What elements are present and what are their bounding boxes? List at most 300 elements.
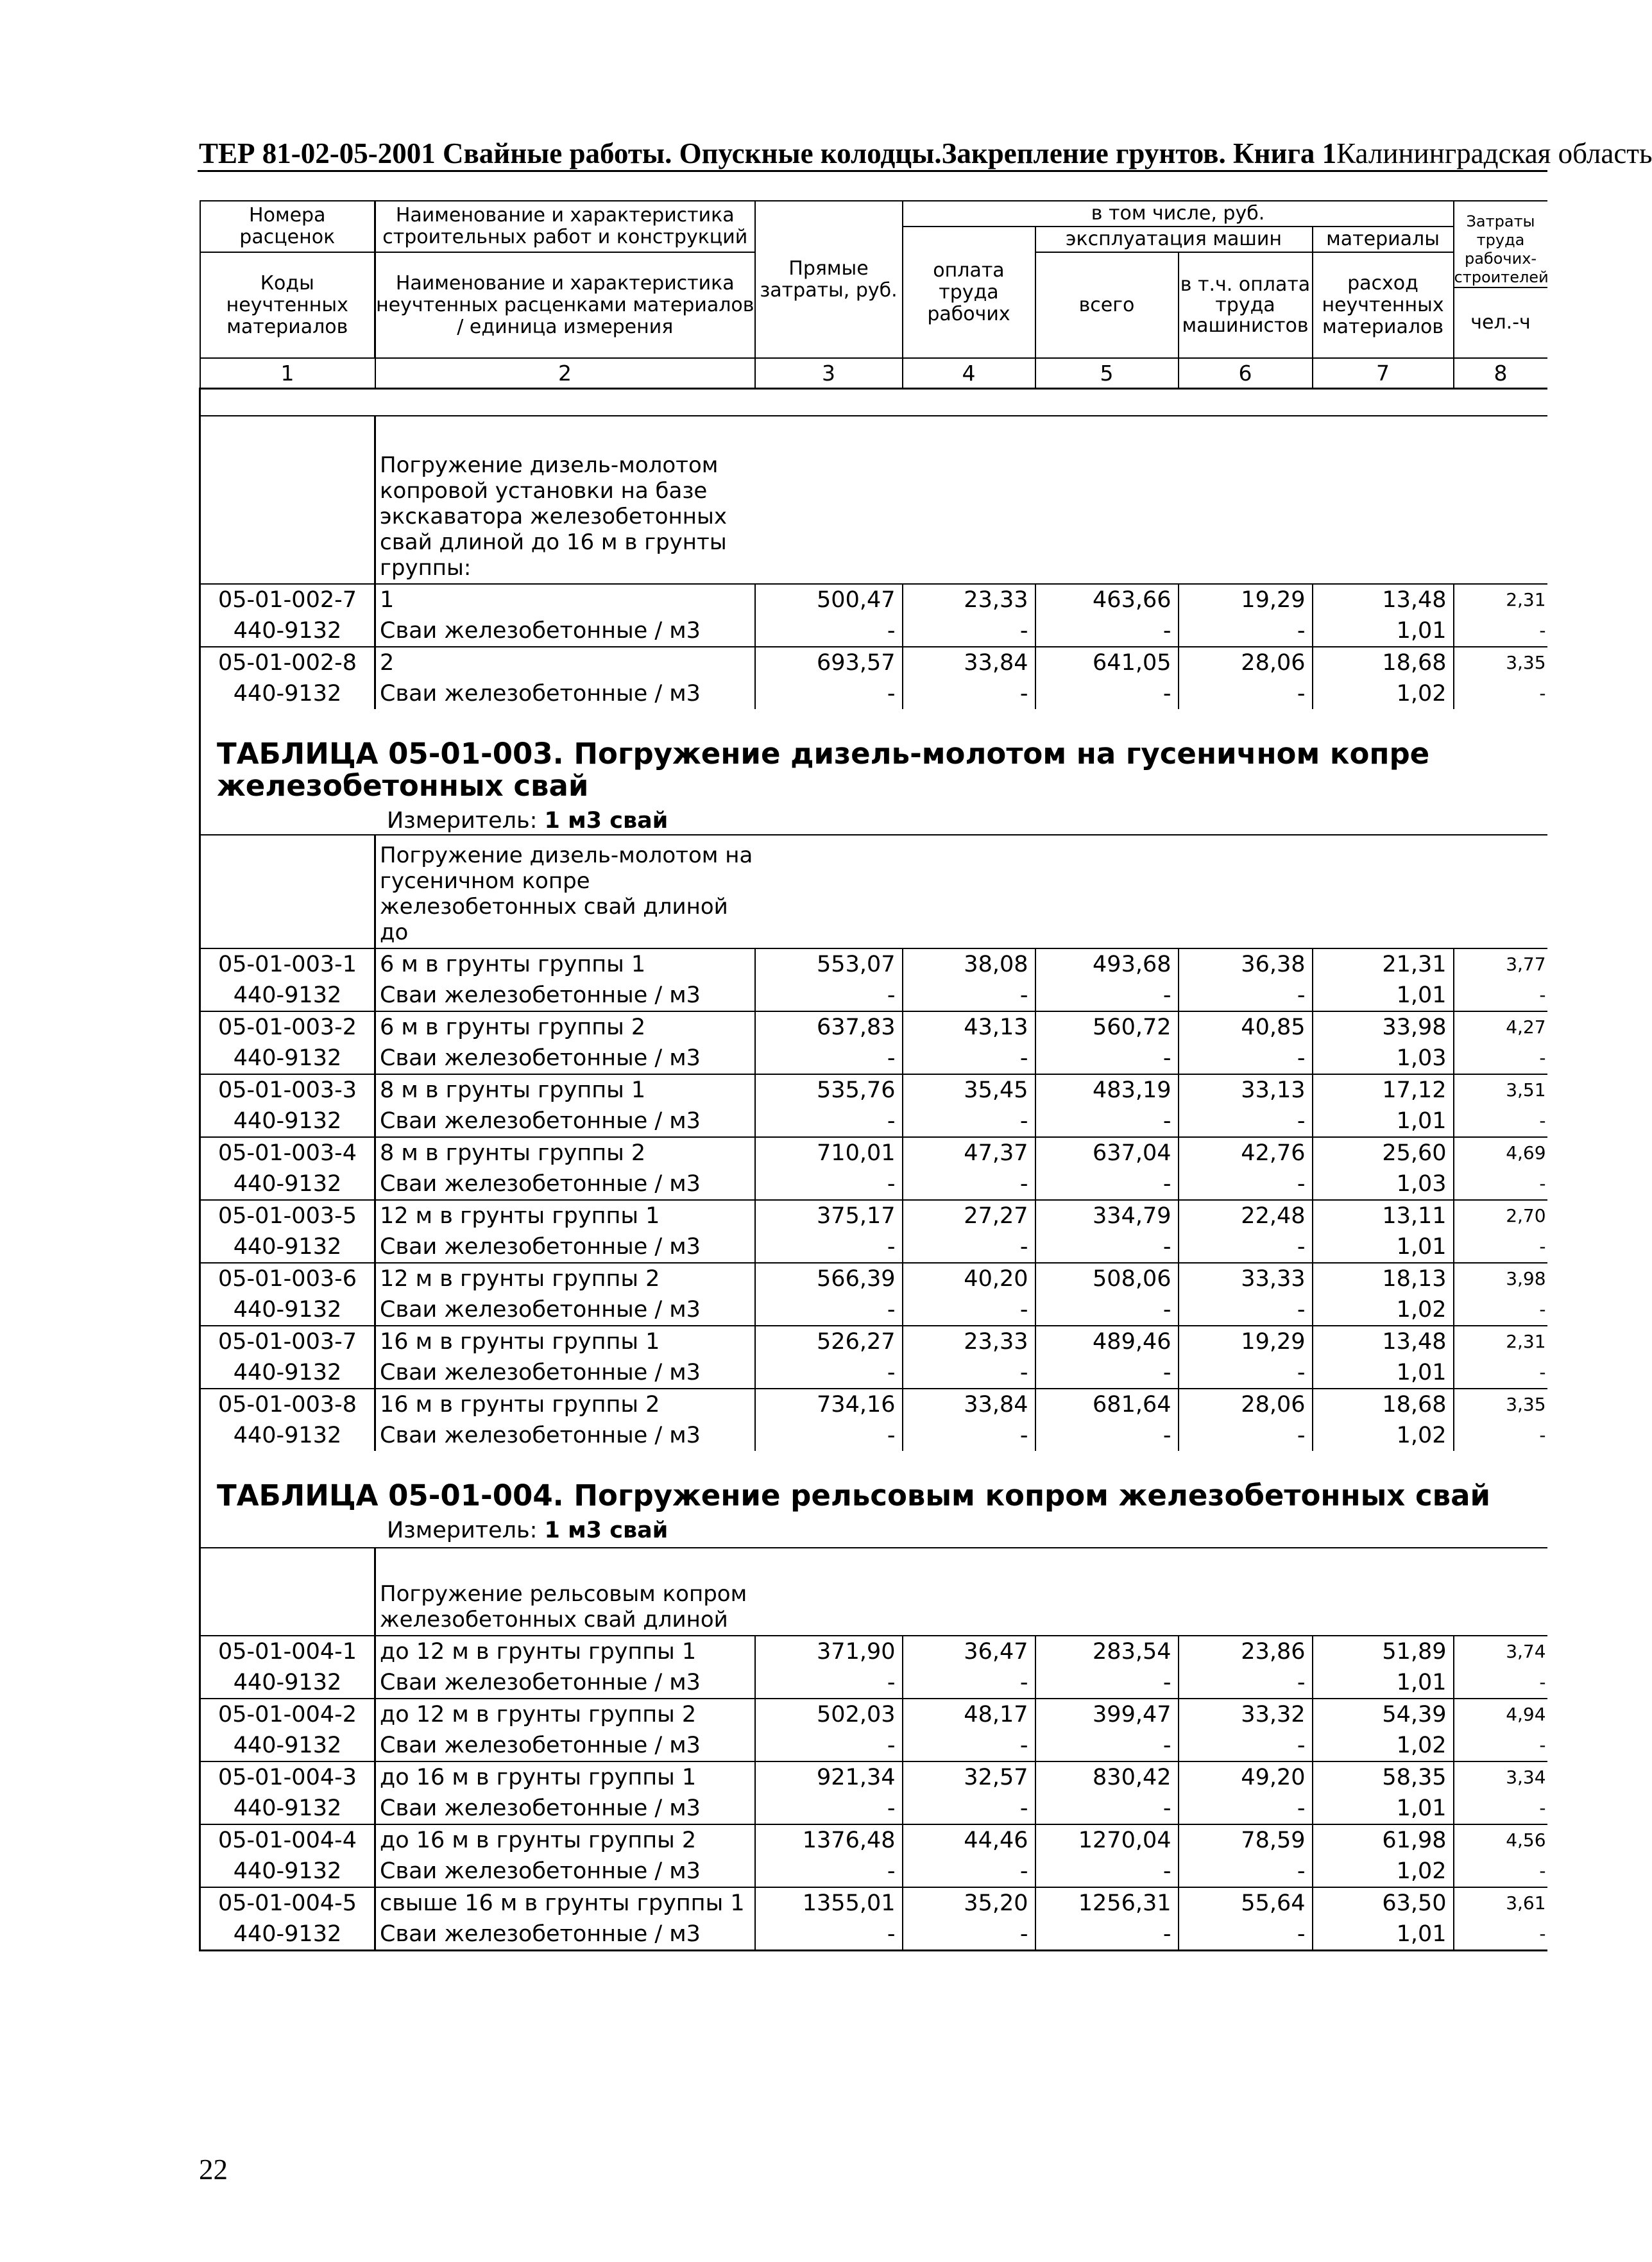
machines-total-value: 493,68: [1035, 948, 1179, 980]
material-name: Сваи железобетонные / м3: [375, 1420, 755, 1451]
dash-cell: -: [1179, 1793, 1313, 1824]
dash-cell: -: [1179, 1231, 1313, 1263]
unit-value: 1 м3 свай: [544, 808, 668, 834]
rate-code: 05-01-004-2: [200, 1699, 375, 1730]
head-materials-unaccounted: расход неучтенных материалов: [1313, 252, 1454, 358]
rate-code: 05-01-003-6: [200, 1263, 375, 1294]
direct-costs-value: 693,57: [755, 647, 903, 678]
material-row: [200, 1106, 1547, 1137]
rate-row: [200, 584, 1547, 615]
rate-code: 05-01-003-1: [200, 948, 375, 980]
dash-cell: -: [1539, 1110, 1546, 1131]
rate-code: 05-01-003-8: [200, 1389, 375, 1420]
header-rule: [198, 170, 1547, 172]
intro-code-cell: [200, 416, 375, 584]
column-number: 2: [375, 358, 755, 389]
material-name: Сваи железобетонные / м3: [375, 1793, 755, 1824]
head-machines-total: всего: [1035, 252, 1179, 358]
section-gap: [200, 1451, 1547, 1480]
machines-total-value: 1256,31: [1035, 1887, 1179, 1919]
material-row: [200, 1856, 1547, 1887]
dash-cell: -: [1035, 1793, 1179, 1824]
direct-costs-value: 1376,48: [755, 1824, 903, 1856]
dash-cell: -: [755, 1294, 903, 1326]
direct-costs-value: 553,07: [755, 948, 903, 980]
dash-cell: -: [1539, 1299, 1546, 1320]
labor-pay-value: 36,47: [903, 1636, 1035, 1667]
dash-cell: -: [903, 1793, 1035, 1824]
gap-cell: [200, 1451, 1547, 1480]
dash-cell: -: [1035, 1856, 1179, 1887]
rate-name: до 12 м в грунты группы 2: [375, 1699, 755, 1730]
section-intro-row: [200, 1548, 1547, 1636]
unit-label: Измеритель:: [387, 1518, 545, 1543]
material-quantity: 1,01: [1313, 1793, 1454, 1824]
direct-costs-value: 526,27: [755, 1326, 903, 1357]
materials-value: 33,98: [1313, 1011, 1454, 1043]
dash-cell: -: [1539, 1735, 1546, 1756]
material-quantity: 1,02: [1313, 1420, 1454, 1451]
rates-table: [199, 200, 1547, 1951]
material-name: Сваи железобетонные / м3: [375, 1231, 755, 1263]
rate-name: 16 м в грунты группы 1: [375, 1326, 755, 1357]
column-number: 5: [1035, 358, 1179, 389]
materials-value: 21,31: [1313, 948, 1454, 980]
dash-cell: -: [1179, 1420, 1313, 1451]
material-code: 440-9132: [200, 1043, 375, 1074]
dash-cell: -: [903, 980, 1035, 1011]
section-gap: [200, 709, 1547, 738]
labor-cost-value: 2,31: [1454, 1326, 1547, 1357]
intro-blank: [755, 416, 1547, 584]
material-quantity: 1,03: [1313, 1169, 1454, 1200]
dash-cell: -: [903, 1856, 1035, 1887]
machines-operators-value: 19,29: [1179, 1326, 1313, 1357]
direct-costs-value: 500,47: [755, 584, 903, 615]
table-caption-cell: [200, 1480, 1547, 1548]
dash-cell: -: [1539, 620, 1546, 641]
direct-costs-value: 1355,01: [755, 1887, 903, 1919]
dash-cell: -: [1179, 980, 1313, 1011]
material-name: Сваи железобетонные / м3: [375, 615, 755, 647]
material-code: 440-9132: [200, 1919, 375, 1951]
labor-pay-value: 27,27: [903, 1200, 1035, 1231]
dash-cell: -: [903, 678, 1035, 709]
labor-cost-value: 3,77: [1454, 948, 1547, 980]
rate-row: [200, 1137, 1547, 1169]
head-materials: материалы: [1313, 227, 1454, 252]
labor-cost-value: 3,35: [1454, 1389, 1547, 1420]
column-number: 7: [1313, 358, 1454, 389]
material-name: Сваи железобетонные / м3: [375, 1667, 755, 1699]
material-code: 440-9132: [200, 1667, 375, 1699]
materials-value: 13,48: [1313, 584, 1454, 615]
rate-row: [200, 1636, 1547, 1667]
labor-pay-value: 35,20: [903, 1887, 1035, 1919]
dash-cell: -: [1179, 1294, 1313, 1326]
direct-costs-value: 371,90: [755, 1636, 903, 1667]
dash-cell: -: [1179, 615, 1313, 647]
head-rate-numbers: Номера расценок: [200, 201, 375, 252]
machines-total-value: 681,64: [1035, 1389, 1179, 1420]
dash-cell: -: [1035, 1420, 1179, 1451]
intro-code-cell: [200, 835, 375, 948]
head-labor-pay: оплата труда рабочих: [903, 227, 1035, 358]
dash-cell: -: [1035, 1231, 1179, 1263]
direct-costs-value: 637,83: [755, 1011, 903, 1043]
dash-cell: -: [1539, 984, 1546, 1006]
dash-cell: -: [755, 1667, 903, 1699]
labor-cost-value: 4,69: [1454, 1137, 1547, 1169]
rate-code: 05-01-003-5: [200, 1200, 375, 1231]
dash-cell: -: [1179, 1169, 1313, 1200]
material-row: [200, 1294, 1547, 1326]
material-code: 440-9132: [200, 678, 375, 709]
table-caption: ТАБЛИЦА 05-01-004. Погружение рельсовым копром железобетонных свай: [217, 1478, 1491, 1512]
header-region: Калининградская область: [1336, 137, 1652, 169]
machines-operators-value: 28,06: [1179, 1389, 1313, 1420]
head-direct-costs: Прямые затраты, руб.: [755, 201, 903, 358]
material-code: 440-9132: [200, 1106, 375, 1137]
rate-row: [200, 1699, 1547, 1730]
labor-pay-value: 23,33: [903, 584, 1035, 615]
direct-costs-value: 375,17: [755, 1200, 903, 1231]
machines-total-value: 637,04: [1035, 1137, 1179, 1169]
table-body: [200, 389, 1547, 1951]
labor-pay-value: 32,57: [903, 1761, 1035, 1793]
materials-value: 18,68: [1313, 1389, 1454, 1420]
dash-cell: -: [1035, 1169, 1179, 1200]
rate-code: 05-01-004-3: [200, 1761, 375, 1793]
machines-operators-value: 78,59: [1179, 1824, 1313, 1856]
intro-code-cell: [200, 1548, 375, 1636]
column-number: 1: [200, 358, 375, 389]
gap-cell: [200, 709, 1547, 738]
section-intro-row: [200, 416, 1547, 584]
table-caption-row: [200, 1480, 1547, 1548]
unit-of-measure: [217, 802, 1547, 834]
dash-cell: -: [755, 1919, 903, 1951]
material-code: 440-9132: [200, 1294, 375, 1326]
machines-total-value: 508,06: [1035, 1263, 1179, 1294]
running-header: [199, 125, 1652, 170]
head-work-name: Наименование и характеристика строительных работ и конструкций: [375, 201, 755, 252]
dash-cell: -: [1179, 1856, 1313, 1887]
machines-operators-value: 23,86: [1179, 1636, 1313, 1667]
dash-cell: -: [1539, 1236, 1546, 1257]
material-name: Сваи железобетонные / м3: [375, 1856, 755, 1887]
materials-value: 51,89: [1313, 1636, 1454, 1667]
rate-code: 05-01-004-4: [200, 1824, 375, 1856]
machines-total-value: 463,66: [1035, 584, 1179, 615]
material-row: [200, 615, 1547, 647]
material-quantity: 1,02: [1313, 678, 1454, 709]
dash-cell: -: [1035, 1667, 1179, 1699]
dash-cell: -: [1035, 1730, 1179, 1761]
labor-pay-value: 33,84: [903, 1389, 1035, 1420]
dash-cell: -: [1539, 1672, 1546, 1693]
dash-cell: -: [1179, 1667, 1313, 1699]
head-material-name: Наименование и характеристика неучтенных расценками материалов / единица измерения: [375, 252, 755, 358]
dash-cell: -: [1179, 1043, 1313, 1074]
dash-cell: -: [1035, 1919, 1179, 1951]
machines-operators-value: 36,38: [1179, 948, 1313, 980]
labor-pay-value: 33,84: [903, 647, 1035, 678]
machines-operators-value: 33,32: [1179, 1699, 1313, 1730]
materials-value: 13,11: [1313, 1200, 1454, 1231]
dash-cell: -: [1035, 1294, 1179, 1326]
rate-row: [200, 1824, 1547, 1856]
dash-cell: -: [1035, 1357, 1179, 1389]
rate-row: [200, 1200, 1547, 1231]
machines-total-value: 830,42: [1035, 1761, 1179, 1793]
direct-costs-value: 566,39: [755, 1263, 903, 1294]
labor-cost-value: 2,70: [1454, 1200, 1547, 1231]
rate-code: 05-01-003-7: [200, 1326, 375, 1357]
rate-name: свыше 16 м в грунты группы 1: [375, 1887, 755, 1919]
machines-operators-value: 28,06: [1179, 647, 1313, 678]
rate-code: 05-01-003-2: [200, 1011, 375, 1043]
rate-name: 8 м в грунты группы 1: [375, 1074, 755, 1106]
machines-operators-value: 22,48: [1179, 1200, 1313, 1231]
machines-total-value: 489,46: [1035, 1326, 1179, 1357]
head-machines: эксплуатация машин: [1035, 227, 1313, 252]
material-row: [200, 1667, 1547, 1699]
labor-cost-value: 3,61: [1454, 1887, 1547, 1919]
dash-cell: -: [1179, 1357, 1313, 1389]
dash-cell: -: [903, 1667, 1035, 1699]
material-code: 440-9132: [200, 615, 375, 647]
rate-name: до 16 м в грунты группы 1: [375, 1761, 755, 1793]
labor-pay-value: 38,08: [903, 948, 1035, 980]
materials-value: 63,50: [1313, 1887, 1454, 1919]
machines-total-value: 641,05: [1035, 647, 1179, 678]
material-name: Сваи железобетонные / м3: [375, 1169, 755, 1200]
dash-cell: -: [903, 1169, 1035, 1200]
dash-cell: -: [1539, 1860, 1546, 1881]
direct-costs-value: 710,01: [755, 1137, 903, 1169]
rate-name: 12 м в грунты группы 1: [375, 1200, 755, 1231]
labor-cost-value: 3,34: [1454, 1761, 1547, 1793]
labor-pay-value: 44,46: [903, 1824, 1035, 1856]
labor-pay-value: 35,45: [903, 1074, 1035, 1106]
rate-code: 05-01-002-7: [200, 584, 375, 615]
intro-blank: [755, 835, 1547, 948]
materials-value: 61,98: [1313, 1824, 1454, 1856]
column-number: 6: [1179, 358, 1313, 389]
material-quantity: 1,01: [1313, 1231, 1454, 1263]
material-row: [200, 678, 1547, 709]
labor-pay-value: 23,33: [903, 1326, 1035, 1357]
materials-value: 54,39: [1313, 1699, 1454, 1730]
section-intro-text: Погружение дизель-молотом на гусеничном копре железобетонных свай длиной до: [375, 835, 755, 948]
dash-cell: -: [1539, 683, 1546, 704]
head-labor-cost: Затраты труда рабочих-строителей: [1454, 201, 1547, 287]
table-head: [200, 201, 1547, 389]
column-numbers-row: [200, 358, 1547, 389]
materials-value: 18,68: [1313, 647, 1454, 678]
section-intro-text: Погружение рельсовым копром железобетонных свай длиной: [375, 1548, 755, 1636]
material-row: [200, 1043, 1547, 1074]
material-row: [200, 1357, 1547, 1389]
rate-name: 12 м в грунты группы 2: [375, 1263, 755, 1294]
rate-name: до 16 м в грунты группы 2: [375, 1824, 755, 1856]
dash-cell: -: [1035, 1106, 1179, 1137]
rate-code: 05-01-003-4: [200, 1137, 375, 1169]
materials-value: 25,60: [1313, 1137, 1454, 1169]
intro-blank: [755, 1548, 1547, 1636]
material-row: [200, 980, 1547, 1011]
dash-cell: -: [755, 615, 903, 647]
labor-pay-value: 48,17: [903, 1699, 1035, 1730]
dash-cell: -: [903, 1357, 1035, 1389]
labor-cost-value: 3,35: [1454, 647, 1547, 678]
materials-value: 58,35: [1313, 1761, 1454, 1793]
labor-cost-value: 3,51: [1454, 1074, 1547, 1106]
section-intro-text: Погружение дизель-молотом копровой установки на базе экскаватора железобетонных свай длиной до 16 м в грунты группы:: [375, 416, 755, 584]
dash-cell: -: [755, 1169, 903, 1200]
material-name: Сваи железобетонные / м3: [375, 1106, 755, 1137]
material-quantity: 1,01: [1313, 1919, 1454, 1951]
head-material-codes: Коды неучтенных материалов: [200, 252, 375, 358]
dash-cell: -: [755, 1231, 903, 1263]
machines-total-value: 560,72: [1035, 1011, 1179, 1043]
material-quantity: 1,01: [1313, 1357, 1454, 1389]
column-number: 4: [903, 358, 1035, 389]
material-code: 440-9132: [200, 1793, 375, 1824]
dash-cell: -: [1179, 1919, 1313, 1951]
material-code: 440-9132: [200, 1169, 375, 1200]
direct-costs-value: 734,16: [755, 1389, 903, 1420]
dash-cell: -: [755, 1730, 903, 1761]
dash-cell: -: [903, 1919, 1035, 1951]
machines-operators-value: 40,85: [1179, 1011, 1313, 1043]
material-name: Сваи железобетонные / м3: [375, 1919, 755, 1951]
material-row: [200, 1793, 1547, 1824]
dash-cell: -: [755, 678, 903, 709]
head-including: в том числе, руб.: [903, 201, 1454, 227]
direct-costs-value: 921,34: [755, 1761, 903, 1793]
material-code: 440-9132: [200, 1420, 375, 1451]
unit-label: Измеритель:: [387, 808, 545, 834]
machines-operators-value: 19,29: [1179, 584, 1313, 615]
labor-cost-value: 2,31: [1454, 584, 1547, 615]
header-code: ТЕР 81-02-05-2001 Свайные работы. Опускные колодцы.Закрепление грунтов. Книга 1: [199, 137, 1337, 169]
rate-row: [200, 647, 1547, 678]
rate-name: 6 м в грунты группы 1: [375, 948, 755, 980]
labor-cost-value: 3,98: [1454, 1263, 1547, 1294]
dash-cell: -: [903, 1231, 1035, 1263]
material-row: [200, 1169, 1547, 1200]
material-name: Сваи железобетонные / м3: [375, 1294, 755, 1326]
material-name: Сваи железобетонные / м3: [375, 1357, 755, 1389]
material-row: [200, 1919, 1547, 1951]
material-quantity: 1,01: [1313, 980, 1454, 1011]
rate-code: 05-01-004-1: [200, 1636, 375, 1667]
page-number: 22: [199, 2154, 228, 2186]
material-code: 440-9132: [200, 1357, 375, 1389]
rate-code: 05-01-003-3: [200, 1074, 375, 1106]
rate-row: [200, 1761, 1547, 1793]
machines-operators-value: 33,13: [1179, 1074, 1313, 1106]
rate-row: [200, 1011, 1547, 1043]
rate-row: [200, 1389, 1547, 1420]
direct-costs-value: 535,76: [755, 1074, 903, 1106]
material-quantity: 1,01: [1313, 615, 1454, 647]
section-intro-row: [200, 835, 1547, 948]
materials-value: 17,12: [1313, 1074, 1454, 1106]
material-code: 440-9132: [200, 1856, 375, 1887]
unit-of-measure: [217, 1512, 1547, 1544]
materials-value: 13,48: [1313, 1326, 1454, 1357]
material-row: [200, 1730, 1547, 1761]
materials-value: 18,13: [1313, 1263, 1454, 1294]
rate-row: [200, 1074, 1547, 1106]
table-caption-row: [200, 738, 1547, 835]
dash-cell: -: [903, 1420, 1035, 1451]
dash-cell: -: [755, 1420, 903, 1451]
labor-pay-value: 40,20: [903, 1263, 1035, 1294]
dash-cell: -: [1035, 980, 1179, 1011]
material-name: Сваи железобетонные / м3: [375, 678, 755, 709]
rate-code: 05-01-004-5: [200, 1887, 375, 1919]
labor-cost-value: 4,56: [1454, 1824, 1547, 1856]
rate-name: 6 м в грунты группы 2: [375, 1011, 755, 1043]
material-quantity: 1,01: [1313, 1106, 1454, 1137]
material-code: 440-9132: [200, 1231, 375, 1263]
table-caption: ТАБЛИЦА 05-01-003. Погружение дизель-молотом на гусеничном копре железобетонных свай: [217, 737, 1430, 803]
rate-name: 2: [375, 647, 755, 678]
dash-cell: -: [1539, 1425, 1546, 1446]
rate-row: [200, 1887, 1547, 1919]
head-labor-unit: чел.-ч: [1454, 287, 1547, 358]
section-gap: [200, 389, 1547, 416]
rate-name: до 12 м в грунты группы 1: [375, 1636, 755, 1667]
dash-cell: -: [1035, 678, 1179, 709]
column-number: 8: [1454, 358, 1547, 389]
head-machines-operators: в т.ч. оплата труда машинистов: [1179, 252, 1313, 358]
dash-cell: -: [1179, 1730, 1313, 1761]
dash-cell: -: [1539, 1797, 1546, 1819]
labor-pay-value: 43,13: [903, 1011, 1035, 1043]
material-row: [200, 1231, 1547, 1263]
dash-cell: -: [903, 1730, 1035, 1761]
machines-total-value: 283,54: [1035, 1636, 1179, 1667]
dash-cell: -: [755, 980, 903, 1011]
dash-cell: -: [755, 1793, 903, 1824]
dash-cell: -: [755, 1856, 903, 1887]
dash-cell: -: [1539, 1362, 1546, 1383]
material-quantity: 1,01: [1313, 1667, 1454, 1699]
machines-total-value: 1270,04: [1035, 1824, 1179, 1856]
dash-cell: -: [1454, 1919, 1547, 1951]
machines-operators-value: 33,33: [1179, 1263, 1313, 1294]
dash-cell: -: [1539, 1047, 1546, 1068]
machines-operators-value: 49,20: [1179, 1761, 1313, 1793]
machines-total-value: 334,79: [1035, 1200, 1179, 1231]
dash-cell: -: [903, 1043, 1035, 1074]
material-quantity: 1,02: [1313, 1730, 1454, 1761]
dash-cell: -: [755, 1357, 903, 1389]
dash-cell: -: [903, 1294, 1035, 1326]
column-number: 3: [755, 358, 903, 389]
rate-row: [200, 1263, 1547, 1294]
dash-cell: -: [903, 1106, 1035, 1137]
machines-operators-value: 55,64: [1179, 1887, 1313, 1919]
material-quantity: 1,02: [1313, 1856, 1454, 1887]
material-name: Сваи железобетонные / м3: [375, 1043, 755, 1074]
labor-pay-value: 47,37: [903, 1137, 1035, 1169]
